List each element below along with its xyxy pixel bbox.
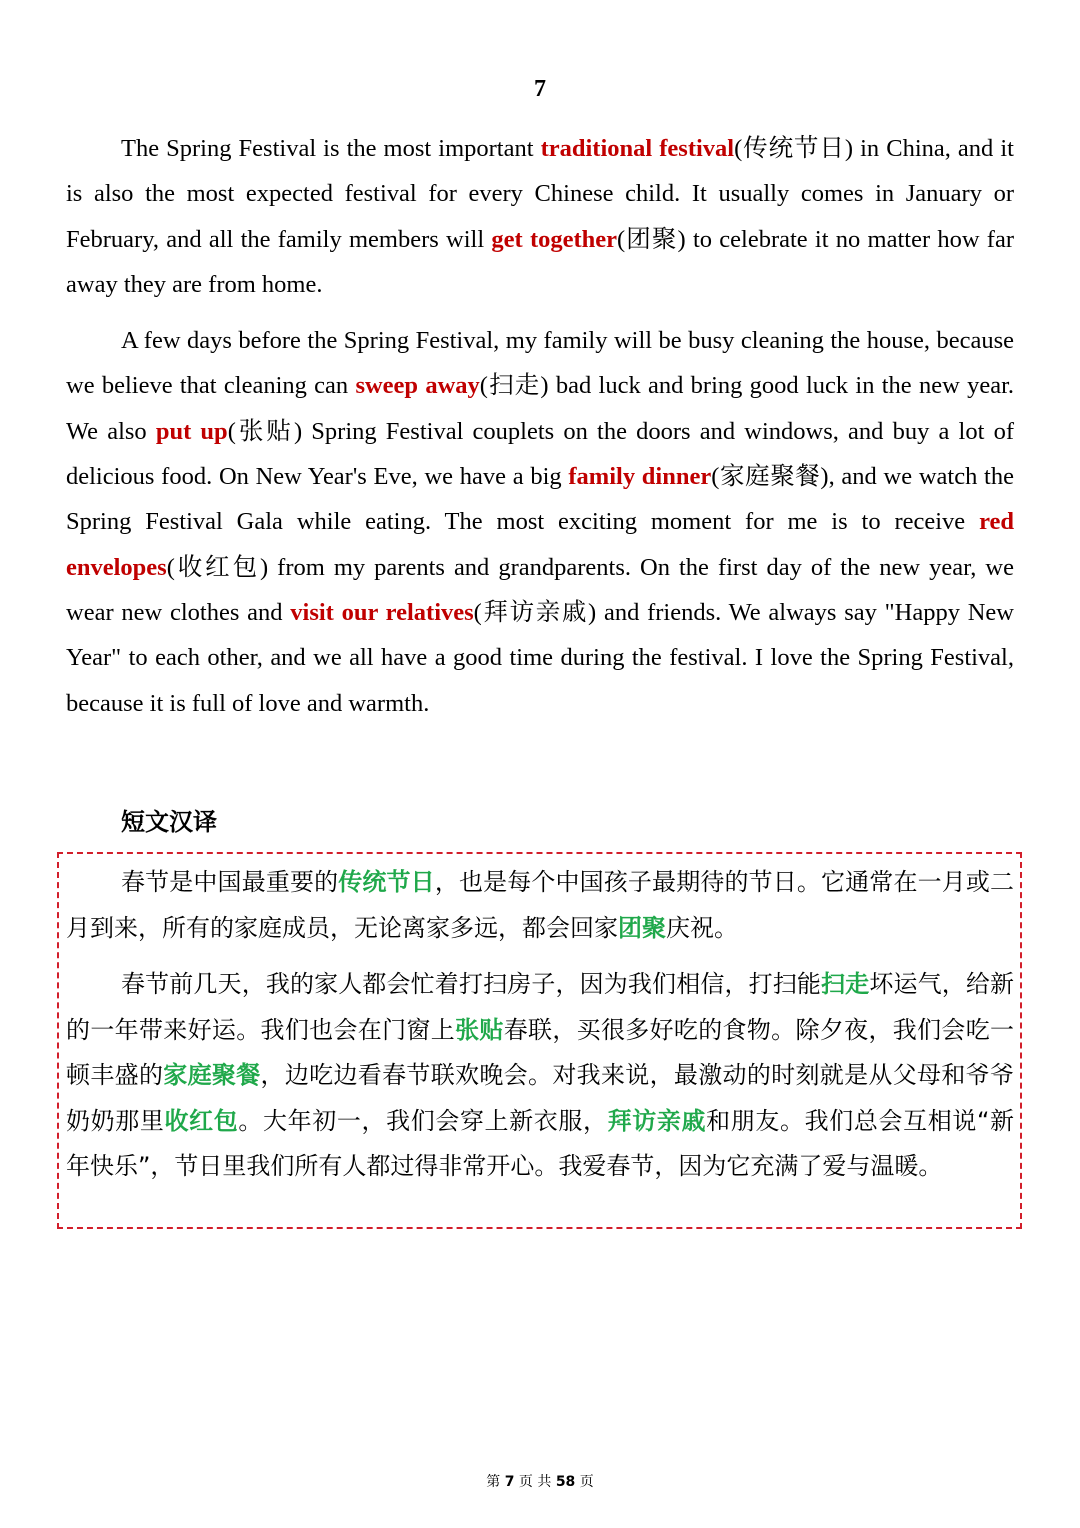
footer-middle: 页 共 (518, 1474, 552, 1490)
highlighted-phrase: sweep away (355, 372, 480, 400)
text-segment: 坏运气，给新的一年带来好运。我们也会在门窗上 (66, 970, 1015, 1044)
text-segment: (扫走) bad luck and bring good luck in the new year. We also (66, 372, 1015, 445)
highlighted-phrase: put up (155, 417, 228, 445)
highlighted-phrase: traditional festival (540, 135, 735, 162)
highlighted-phrase: family dinner (568, 463, 712, 491)
text-segment: ，边吃边看春节联欢晚会。对我来说，最激动的时刻就是从父母和爷爷奶奶那里 (66, 1061, 1015, 1135)
highlighted-phrase: get together (491, 225, 618, 253)
highlighted-phrase: 扫走 (821, 970, 870, 998)
highlighted-phrase: visit our relatives (290, 598, 474, 626)
highlighted-phrase: 团聚 (618, 913, 666, 942)
page-footer (0, 1471, 1080, 1491)
text-segment: 春节前几天，我的家人都会忙着打扫房子，因为我们相信，打扫能 (121, 970, 822, 998)
english-paragraph-1 (66, 126, 1014, 307)
text-segment: 庆祝。 (666, 913, 738, 942)
section-title: 短文汉译 (121, 808, 217, 836)
chinese-paragraph-2 (66, 962, 1014, 1190)
text-segment: 和朋友。我们总会互相说“新年快乐”，节日里我们所有人都过得非常开心。我爱春节，因为它充满了爱与温暖。 (66, 1106, 1015, 1180)
text-segment: 春节是中国最重要的 (121, 868, 339, 896)
highlighted-phrase: 拜访亲戚 (607, 1106, 707, 1135)
text-segment: A few days before the Spring Festival, my family will be busy cleaning the house, because we believe that cleaning can (66, 327, 1014, 400)
text-segment: 。大年初一，我们会穿上新衣服， (238, 1106, 608, 1135)
text-segment: 春联，买很多好吃的食物。除夕夜，我们会吃一顿丰盛的 (66, 1015, 1015, 1089)
text-segment: (拜访亲戚) and friends. We always say "Happy New Year" to each other, and we all have a good time during the festival. I love the Spring Festival, because it is full of love and warmth. (66, 598, 1014, 717)
footer-suffix: 页 (579, 1474, 594, 1490)
footer-prefix: 第 (486, 1474, 501, 1490)
highlighted-phrase: 家庭聚餐 (163, 1061, 261, 1089)
highlighted-phrase: 收红包 (164, 1106, 239, 1135)
text-segment: (家庭聚餐), and we watch the Spring Festival Gala while eating. The most exciting moment for me is to receive (66, 463, 1014, 536)
text-segment: (收红包) from my parents and grandparents. On the first day of the new year, we wear new clothes and (66, 553, 1014, 626)
footer-total-pages: 58 (555, 1474, 576, 1490)
text-segment: (传统节日) in China, and it is also the most expected festival for every Chinese child. It usually comes in January or February, and all the family members will (66, 135, 1014, 253)
text-segment: The Spring Festival is the most important (121, 135, 541, 162)
text-segment: (张贴) Spring Festival couplets on the doors and windows, and buy a lot of delicious food. On New Year's Eve, we have a big (66, 417, 1014, 491)
highlighted-phrase: 传统节日 (338, 868, 435, 896)
english-paragraph-2 (66, 318, 1014, 726)
english-passage (66, 126, 1014, 726)
chinese-translation (66, 860, 1014, 1190)
highlighted-phrase: 张贴 (455, 1015, 504, 1044)
text-segment: ，也是每个中国孩子最期待的节日。它通常在一月或二月到来，所有的家庭成员，无论离家多远，都会回家 (66, 868, 1015, 942)
highlighted-phrase: red envelopes (66, 508, 1014, 581)
footer-current-page: 7 (504, 1474, 515, 1490)
text-segment: (团聚) to celebrate it no matter how far away they are from home. (66, 225, 1014, 298)
page-heading-number: 7 (534, 76, 546, 102)
chinese-paragraph-1 (66, 860, 1014, 951)
